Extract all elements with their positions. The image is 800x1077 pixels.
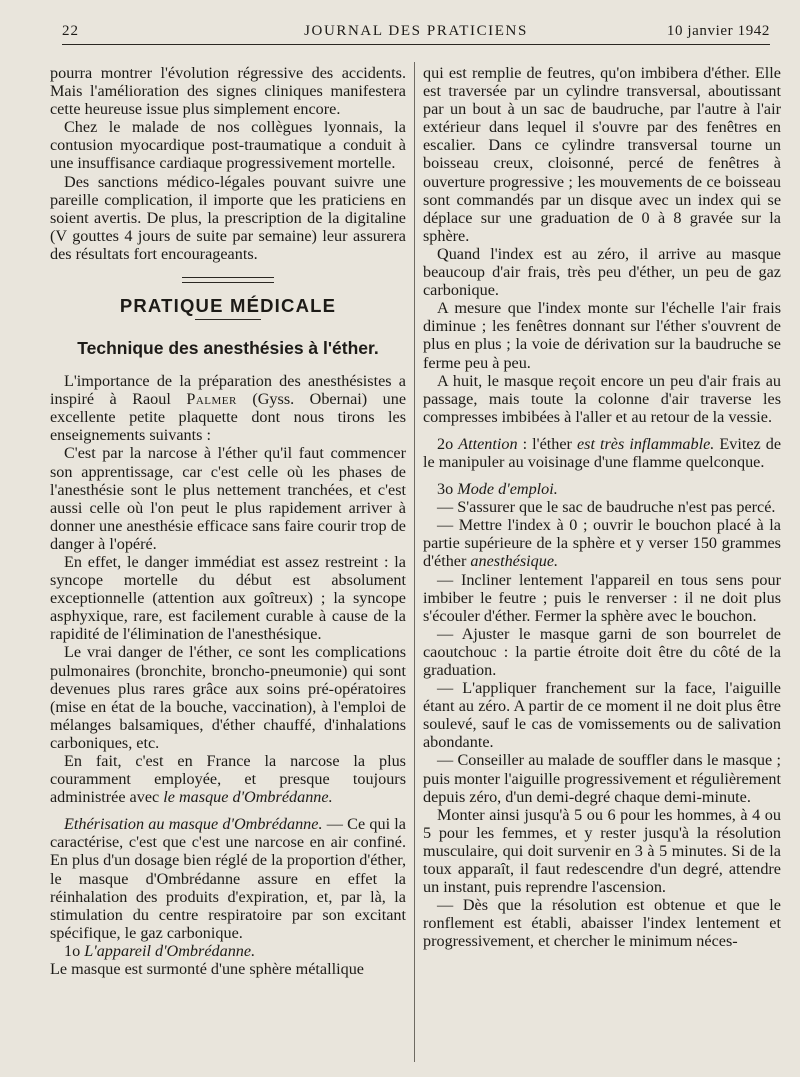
emphasis: le masque d'Ombrédanne. <box>163 788 333 807</box>
paragraph: — Conseiller au malade de souffler dans le masque ; puis monter l'aiguille progressivement et régulièrement depuis zéro, d'un demi-degré chaque demi-minute. <box>423 751 781 806</box>
right-column <box>423 64 781 951</box>
paragraph: Des sanctions médico-légales pouvant suivre une pareille complication, il importe que les praticiens en soient avertis. De plus, la prescription de la digitaline (V gouttes 4 jours de suite par semaine) leur assurera des résultats fort encourageants. <box>50 172 406 263</box>
section-title: PRATIQUE MÉDICALE <box>119 295 337 317</box>
subheading-inline: L'appareil d'Ombrédanne. <box>84 941 256 960</box>
item-number: 1o <box>64 941 81 960</box>
spacer <box>50 806 406 815</box>
paragraph: qui est remplie de feutres, qu'on imbibera d'éther. Elle est traversée par un cylindre transversal, aboutissant par un bout à un sac de baudruche, par l'autre à l'air extérieur dans lequel il s'ouvre par des fenêtres en escalier. Dans ce cylindre transversal tourne un boisseau creux, cloisonné, percé de fenêtres à ouverture progressive ; les mouvements de ce boisseau sont commandés par un disque avec un index qui se déplace sur une graduation de 0 à 8 gravée sur la sphère. <box>423 64 781 245</box>
paragraph: — Incliner lentement l'appareil en tous sens pour imbiber le feutre ; puis le renverser : il ne doit plus s'écouler d'éther. Fermer la sphère avec le bouchon. <box>423 570 781 625</box>
text-run: Evitez de le manipuler au voisinage d'une flamme quelconque. <box>423 434 782 471</box>
paragraph <box>423 480 781 498</box>
section-divider-double <box>182 277 274 283</box>
paragraph: — Dès que la résolution est obtenue et que le ronflement est établi, abaisser l'index lentement et progressivement, et chercher le minimum néces- <box>423 896 781 951</box>
text-run: L'importance de la préparation des anesthésistes a inspiré à Raoul <box>50 372 406 409</box>
paragraph <box>50 942 406 960</box>
left-column <box>50 64 406 978</box>
paragraph: pourra montrer l'évolution régressive des accidents. Mais l'amélioration des signes cliniques manifestera cette heureuse issue plus simplement encore. <box>50 64 406 119</box>
paragraph: Le masque est surmonté d'une sphère métallique <box>50 960 364 979</box>
paragraph: A huit, le masque reçoit encore un peu d'air frais au passage, mais toute la colonne d'air traverse les compresses imbibées à l'aller et au retour de la vessie. <box>423 371 781 426</box>
paragraph: — Ajuster le masque garni de son bourrelet de caoutchouc : la partie étroite doit être du côté de la graduation. <box>423 624 781 679</box>
item-number: 3o <box>437 480 454 499</box>
item-number: 2o <box>437 434 454 453</box>
spacer <box>423 471 781 480</box>
journal-title: JOURNAL DES PRATICIENS <box>304 23 528 39</box>
paragraph: A mesure que l'index monte sur l'échelle l'air frais diminue ; les fenêtres donnant sur l'éther s'ouvrent de plus en plus ; la voie de dérivation sur la baudruche se ferme peu à peu. <box>423 299 781 372</box>
text-run: — Ce qui la caractérise, c'est que c'est une narcose en air confiné. En plus d'un dosage bien réglé de la proportion d'éther, le masque d'Ombrédanne assure en effet la réinhalation des produits d'expiration, et, par là, la stimulation du centre respiratoire par son excitant spécifique, le gaz carbonique. <box>50 815 406 942</box>
text-run: En fait, c'est en France la narcose la plus couramment employée, et presque toujours administrée avec <box>50 752 406 807</box>
text-run: — Mettre l'index à 0 ; ouvrir le bouchon placé à la partie supérieure de la sphère et y verser 150 grammes d'éther <box>423 516 781 571</box>
page-header <box>62 20 770 45</box>
article-title: Technique des anesthésies à l'éther. <box>77 338 379 359</box>
author-name: Palmer <box>186 390 237 409</box>
column-divider <box>414 62 415 1062</box>
paragraph: C'est par la narcose à l'éther qu'il faut commencer son apprentissage, car c'est celle où les phases de l'anesthésie sont le plus nettement tranchées, et c'est aussi celle où l'on peut le plus rapidement arriver à donner une anesthésie efficace sans faire courir trop de danger à l'opéré. <box>50 444 406 553</box>
emphasis: est très inflammable. <box>576 434 715 453</box>
issue-date: 10 janvier 1942 <box>666 23 770 39</box>
subheading-inline: Mode d'emploi. <box>457 480 558 499</box>
section-divider-single <box>195 319 261 320</box>
paragraph <box>423 435 781 471</box>
paragraph <box>423 516 781 570</box>
paragraph <box>50 752 406 806</box>
emphasis: anesthésique. <box>470 552 559 571</box>
spacer <box>423 426 781 435</box>
paragraph: En effet, le danger immédiat est assez restreint : la syncope mortelle du début est absolument exceptionnelle (attention aux goîtreux) ; la syncope asphyxique, rare, est facilement curable à cause de la rapidité de l'élimination de l'anesthésique. <box>50 552 406 644</box>
text-run: (Gyss. Obernai) une excellente petite plaquette dont nous tirons les enseignements suivants : <box>50 390 407 445</box>
paragraph: — S'assurer que le sac de baudruche n'est pas percé. <box>437 498 776 517</box>
paragraph <box>50 815 406 942</box>
page-number: 22 <box>62 23 79 39</box>
paragraph: Chez le malade de nos collègues lyonnais, la contusion myocardique post-traumatique a conduit à une insuffisance cardiaque progressivement mortelle. <box>50 118 406 173</box>
paragraph: Quand l'index est au zéro, il arrive au masque beaucoup d'air frais, très peu d'éther, un peu de gaz carbonique. <box>423 244 781 300</box>
text-run: : l'éther <box>522 434 572 453</box>
subheading-inline: Ethérisation au masque d'Ombrédanne. <box>64 815 323 834</box>
paragraph: Monter ainsi jusqu'à 5 ou 6 pour les hommes, à 4 ou 5 pour les femmes, et y rester jusqu'à la résolution musculaire, qui doit survenir en 3 à 5 minutes. Si de la toux apparaît, il faut redescendre d'un degré, attendre un instant, puis reprendre l'ascension. <box>423 805 781 897</box>
paragraph <box>50 372 406 444</box>
emphasis: Attention <box>458 434 518 453</box>
paragraph: — L'appliquer franchement sur la face, l'aiguille étant au zéro. A partir de ce moment il ne doit plus être soulevé, sauf le cas de vomissements ou de salivation abondante. <box>423 679 781 752</box>
paragraph: Le vrai danger de l'éther, ce sont les complications pulmonaires (bronchite, broncho-pneumonie) qui sont devenues plus rares grâce aux soins pré-opératoires (mise en état de la bouche, vaccination), à l'emploi de mélanges balsamiques, d'éther chauffé, d'inhalations carboniques, etc. <box>50 643 406 752</box>
